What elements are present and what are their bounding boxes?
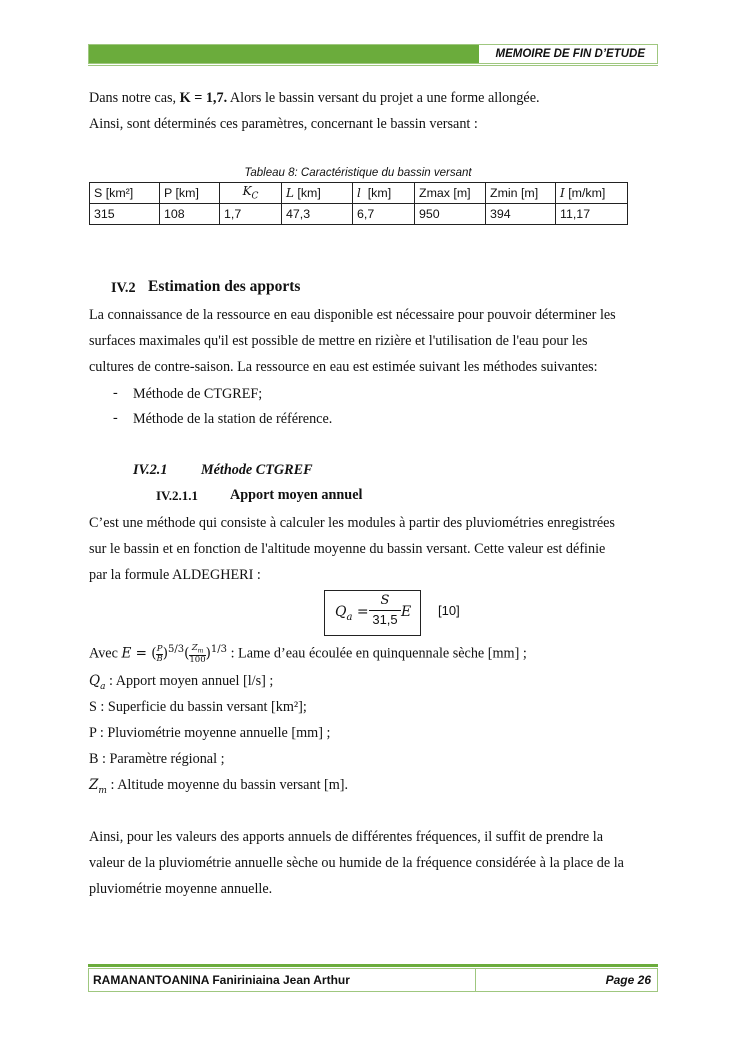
page-header xyxy=(88,44,658,64)
width-symbol: l xyxy=(357,186,361,200)
avec-prefix: Avec xyxy=(89,645,122,662)
table-cell: 394 xyxy=(486,204,556,225)
table-cell: 315 xyxy=(90,204,160,225)
paragraph-line: cultures de contre-saison. La ressource en eau est estimée suivant les méthodes suivantes: xyxy=(89,359,598,375)
e-symbol: E xyxy=(121,645,132,662)
paragraph-line: par la formule ALDEGHERI : xyxy=(89,567,261,583)
header-cell xyxy=(556,183,628,204)
exponent-5-3 xyxy=(168,644,184,655)
subsubsection-title: Apport moyen annuel xyxy=(230,487,363,503)
table-cell: 47,3 xyxy=(282,204,353,225)
header-cell xyxy=(282,183,353,204)
subsubsection-number: IV.2.1.1 xyxy=(156,488,199,503)
definition-zm xyxy=(89,776,348,800)
slope-unit: [m/km] xyxy=(564,186,606,200)
paragraph-line: sur le bassin et en fonction de l'altitude moyenne du bassin versant. Cette valeur est définie xyxy=(89,541,606,557)
paragraph-line: C’est une méthode qui consiste à calculer les modules à partir des pluviométries enregistrées xyxy=(89,515,615,531)
definition-qa xyxy=(89,672,273,696)
footer-rule xyxy=(88,964,658,967)
kc-symbol: K xyxy=(242,184,252,199)
qa-symbol: Q xyxy=(89,673,101,689)
b-symbol: B xyxy=(156,653,163,664)
formula-box xyxy=(324,590,421,636)
definition-s: S : Superficie du bassin versant [km²]; xyxy=(89,699,307,715)
footer-author: RAMANANTOANINA Faniriniaina Jean Arthur xyxy=(93,973,350,987)
intro-line-2: Ainsi, sont déterminés ces paramètres, concernant le bassin versant : xyxy=(89,116,478,132)
exponent-den: /3 xyxy=(174,644,185,655)
slope-symbol: I xyxy=(560,186,565,200)
avec-line xyxy=(89,641,527,665)
exponent-num: 1 xyxy=(210,644,218,655)
exponent-den: /3 xyxy=(217,644,228,655)
header-title: MEMOIRE DE FIN D’ETUDE xyxy=(495,48,645,60)
definition-p: P : Pluviométrie moyenne annuelle [mm] ; xyxy=(89,725,331,741)
table-cell: 950 xyxy=(415,204,486,225)
table-row xyxy=(90,204,628,225)
formula-fraction xyxy=(369,592,401,629)
l-symbol: L xyxy=(286,186,294,200)
formula-lhs xyxy=(335,604,369,623)
table-cell: 1,7 xyxy=(220,204,282,225)
k-value: K = 1,7. xyxy=(179,90,228,106)
table-cell: 11,17 xyxy=(556,204,628,225)
kc-subscript: C xyxy=(251,191,259,202)
header-cell: P [km] xyxy=(160,183,220,204)
subsection-title: Méthode CTGREF xyxy=(201,462,313,478)
header-cell: Zmax [m] xyxy=(415,183,486,204)
definition-b: B : Paramètre régional ; xyxy=(89,751,225,767)
zm-description: : Altitude moyenne du bassin versant [m]. xyxy=(106,777,349,793)
formula-rhs: E xyxy=(401,604,412,620)
p-symbol: P xyxy=(156,643,163,654)
page-footer xyxy=(88,968,658,992)
zm-over-100 xyxy=(189,644,205,666)
paragraph-line: La connaissance de la ressource en eau disponible est nécessaire pour pouvoir déterminer les xyxy=(89,307,616,323)
paragraph-line: valeur de la pluviométrie annuelle sèche ou humide de la fréquence considérée à la place de la xyxy=(89,855,624,871)
paren-close: ) xyxy=(205,645,211,662)
equals-open: = ( xyxy=(131,645,157,662)
width-unit: [km] xyxy=(360,186,392,200)
table-header-row xyxy=(90,183,628,204)
l-unit: [km] xyxy=(293,186,321,200)
intro-line-1 xyxy=(89,89,540,107)
intro-text: Dans notre cas, xyxy=(89,90,180,106)
page-number: Page 26 xyxy=(605,973,651,987)
q-subscript: a xyxy=(346,611,353,623)
header-cell: Zmin [m] xyxy=(486,183,556,204)
exponent-num: 5 xyxy=(168,644,175,655)
header-accent-bar xyxy=(89,45,479,63)
paren-open: ( xyxy=(184,645,190,662)
footer-divider xyxy=(475,969,476,991)
fraction-numerator: S xyxy=(380,593,390,608)
bullet-item: Méthode de CTGREF; xyxy=(133,386,263,402)
bullet-item: Méthode de la station de référence. xyxy=(133,411,333,427)
equals-sign: = xyxy=(352,604,369,620)
table-cell: 6,7 xyxy=(353,204,415,225)
header-cell: S [km²] xyxy=(90,183,160,204)
zm-subscript: m xyxy=(98,785,107,796)
intro-text: Alors le bassin versant du projet a une forme allongée. xyxy=(227,90,540,106)
qa-description: : Apport moyen annuel [l/s] ; xyxy=(105,673,274,689)
table-cell: 108 xyxy=(160,204,220,225)
exponent-1-3 xyxy=(211,644,227,655)
section-title: Estimation des apports xyxy=(148,278,301,295)
header-cell xyxy=(220,183,282,204)
paragraph-line: Ainsi, pour les valeurs des apports annuels de différentes fréquences, il suffit de prendre la xyxy=(89,829,604,845)
zm-symbol: Z xyxy=(191,642,198,653)
qa-subscript: a xyxy=(100,681,106,692)
bullet-dash: - xyxy=(113,385,118,401)
watershed-table xyxy=(89,182,628,225)
header-cell xyxy=(353,183,415,204)
q-symbol: Q xyxy=(335,604,347,620)
hundred: 100 xyxy=(189,655,206,666)
paragraph-line: surfaces maximales qu'il est possible de mettre en rizière et l'utilisation de l'eau pour les xyxy=(89,333,588,349)
subsection-number: IV.2.1 xyxy=(133,462,168,478)
paragraph-line: pluviométrie moyenne annuelle. xyxy=(89,881,273,897)
section-number: IV.2 xyxy=(111,280,136,296)
paren-close: ) xyxy=(162,645,168,662)
formula-reference: [10] xyxy=(438,603,460,618)
avec-description: : Lame d’eau écoulée en quinquennale sèche [mm] ; xyxy=(227,645,527,662)
bullet-dash: - xyxy=(113,410,118,426)
table-caption: Tableau 8: Caractéristique du bassin versant xyxy=(244,167,472,179)
header-rule xyxy=(88,65,658,66)
zm-symbol: Z xyxy=(89,777,99,793)
zm-subscript: m xyxy=(197,647,204,655)
fraction-denominator: 31,5 xyxy=(372,612,398,627)
